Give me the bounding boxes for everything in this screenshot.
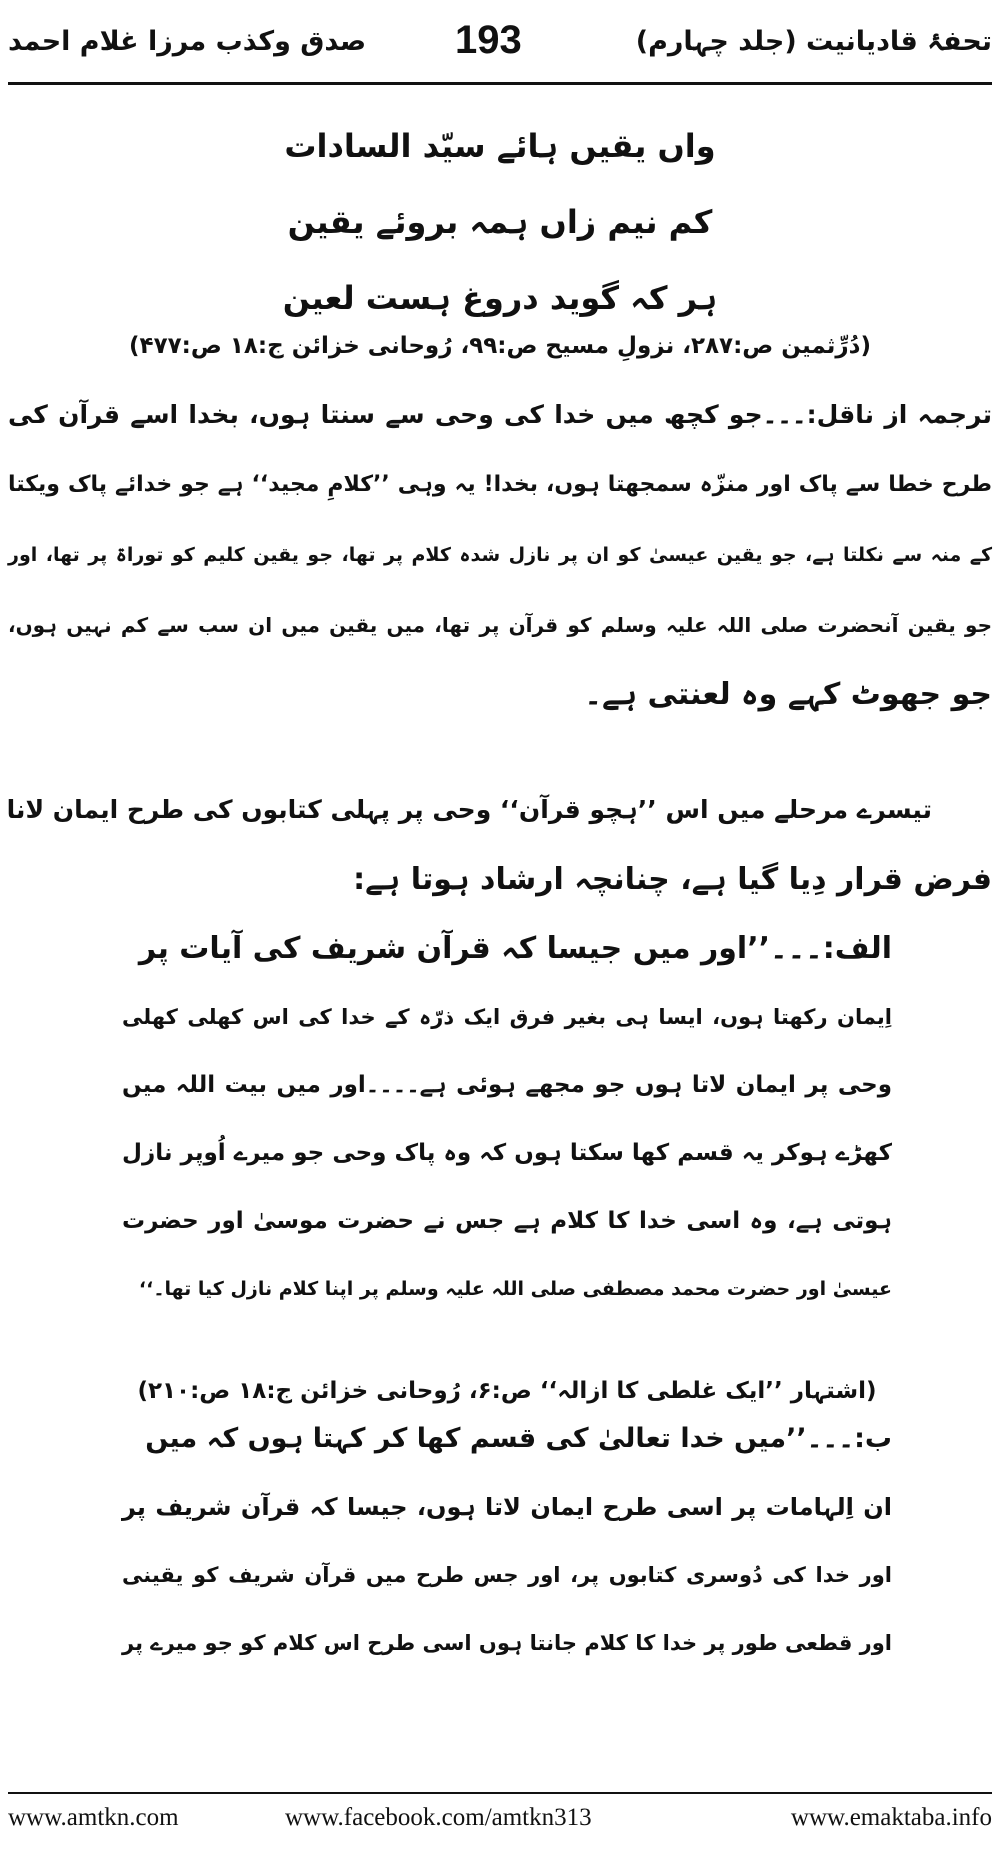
text-line: جو جھوٹ کہے وہ لعنتی ہے۔ — [584, 677, 992, 712]
text-line: کے منہ سے نکلتا ہے، جو یقین عیسیٰ کو ان پر نازل شدہ کلام پر تھا، جو یقین کلیم کو توراۃ پر تھا، اور — [8, 544, 992, 566]
quote-line: اور خدا کی دُوسری کتابوں پر، اور جس طرح میں قرآن شریف کو یقینی — [122, 1563, 892, 1587]
text-line: جو یقین آنحضرت صلی اللہ علیہ وسلم کو قرآن پر تھا، میں یقین میں ان سب سے کم نہیں ہوں، — [8, 613, 992, 637]
quote-line: ب:۔۔۔’’میں خدا تعالیٰ کی قسم کھا کر کہتا ہوں کہ میں — [145, 1423, 892, 1454]
footer-divider — [8, 1792, 992, 1794]
quote-line: عیسیٰ اور حضرت محمد مصطفی صلی اللہ علیہ وسلم پر اپنا کلام نازل کیا تھا۔‘‘ — [138, 1278, 892, 1300]
quote-alif — [122, 915, 892, 1323]
quote-line: اِیمان رکھتا ہوں، ایسا ہی بغیر فرق ایک ذرّہ کے خدا کی اس کھلی کھلی — [122, 1005, 892, 1029]
poem-line: واں یقیں ہائے سیّد السادات — [284, 127, 716, 165]
translation-paragraph — [8, 380, 992, 730]
quote-line: کھڑے ہوکر یہ قسم کھا سکتا ہوں کہ وہ پاک وحی جو میرے اُوپر نازل — [122, 1140, 892, 1166]
footer-link-amtkn[interactable]: www.amtkn.com — [8, 1804, 179, 1831]
header-divider — [8, 82, 992, 85]
persian-poem — [0, 108, 1000, 336]
stage-three-paragraph — [8, 775, 992, 915]
page-header — [0, 18, 1000, 76]
quote-line: ان اِلہامات پر اسی طرح ایمان لاتا ہوں، جیسا کہ قرآن شریف پر — [122, 1493, 892, 1521]
quote-line: اور قطعی طور پر خدا کا کلام جانتا ہوں اسی طرح اس کلام کو جو میرے پر — [122, 1631, 892, 1655]
page-footer — [0, 1800, 1000, 1836]
quote-alif-citation: (اشتہار ’’ایک غلطی کا ازالہ‘‘ ص:۶، رُوحانی خزائن ج:۱۸ ص:۲۱۰) — [137, 1378, 877, 1404]
text-line: ترجمہ از ناقل:۔۔۔جو کچھ میں خدا کی وحی سے سنتا ہوں، بخدا اسے قرآن کی — [8, 400, 992, 429]
page-number: 193 — [455, 18, 522, 62]
text-line: طرح خطا سے پاک اور منزّہ سمجھتا ہوں، بخدا! یہ وہی ’’کلامِ مجید‘‘ ہے جو خدائے پاک ویکتا — [8, 472, 992, 497]
poem-line: ہر کہ گوید دروغ ہست لعین — [282, 279, 718, 317]
text-line: تیسرے مرحلے میں اس ’’ہچو قرآن‘‘ وحی پر پہلی کتابوں کی طرح ایمان لانا — [6, 795, 932, 824]
footer-link-facebook[interactable]: www.facebook.com/amtkn313 — [285, 1804, 592, 1831]
quote-line: الف:۔۔۔’’اور میں جیسا کہ قرآن شریف کی آیات پر — [138, 931, 892, 966]
quote-line: وحی پر ایمان لاتا ہوں جو مجھے ہوئی ہے۔۔۔۔اور میں بیت اللہ میں — [122, 1072, 892, 1098]
poem-citation: (دُرِّثمین ص:۲۸۷، نزولِ مسیح ص:۹۹، رُوحانی خزائن ج:۱۸ ص:۴۷۷) — [129, 333, 871, 359]
text-line: فرض قرار دِیا گیا ہے، چنانچہ ارشاد ہوتا ہے: — [353, 862, 992, 897]
quote-line: ہوتی ہے، وہ اسی خدا کا کلام ہے جس نے حضرت موسیٰ اور حضرت — [122, 1208, 892, 1234]
quote-be — [122, 1405, 892, 1677]
chapter-title: صدق وکذب مرزا غلام احمد — [8, 26, 367, 57]
footer-link-emaktaba[interactable]: www.emaktaba.info — [790, 1804, 992, 1831]
poem-line: کم نیم زاں ہمہ بروئے یقین — [287, 203, 713, 241]
book-title: تحفۂ قادیانیت (جلد چہارم) — [635, 26, 992, 57]
